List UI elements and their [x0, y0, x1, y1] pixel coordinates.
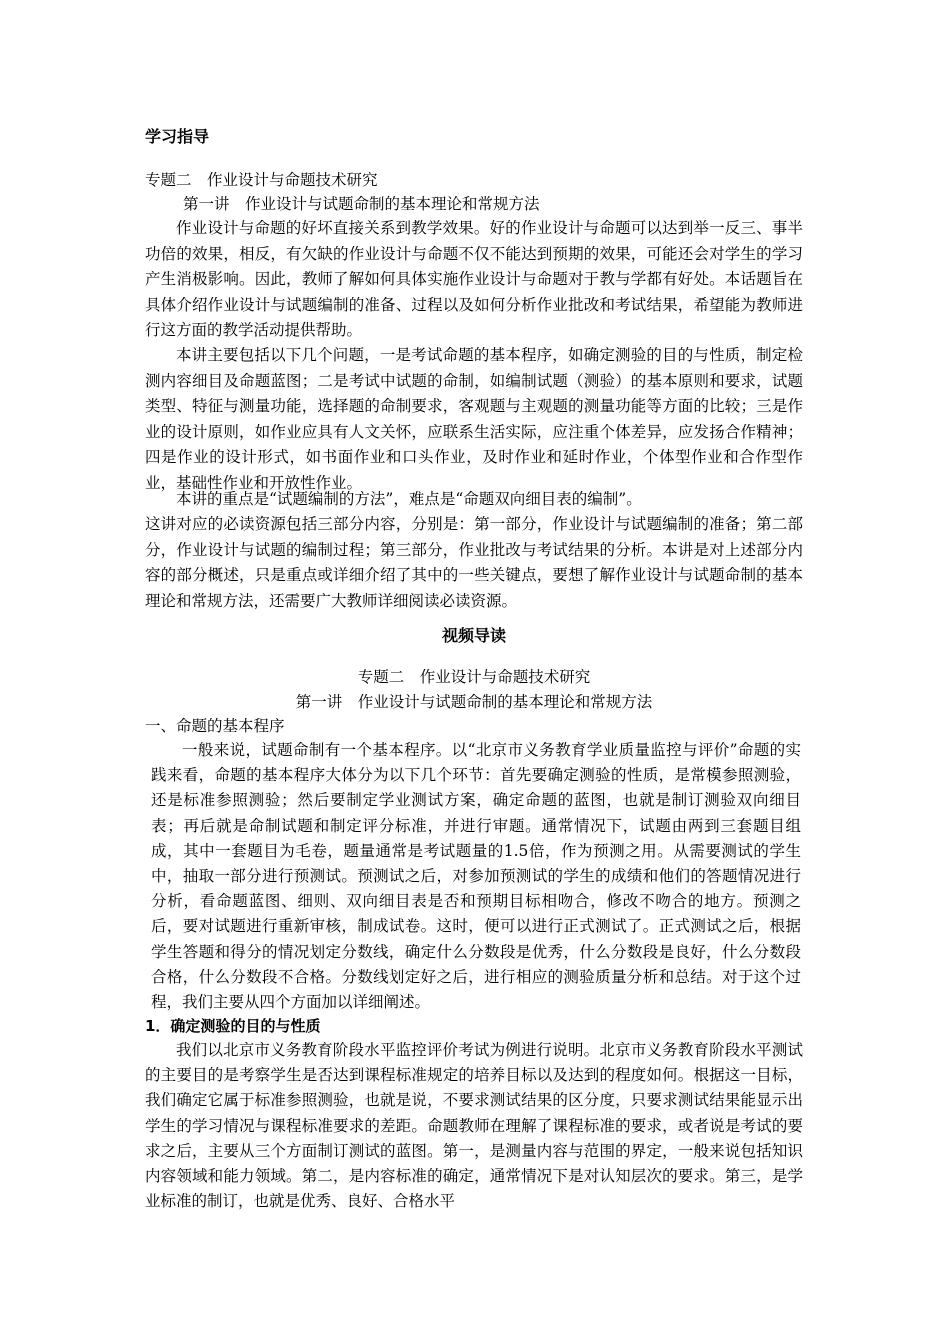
video-guide-lecture: 第一讲 作业设计与试题命制的基本理论和常规方法 — [295, 693, 653, 711]
video-guide-topic: 专题二 作业设计与命题技术研究 — [357, 668, 591, 686]
subsection-heading-purpose: 1．确定测验的目的与性质 — [145, 1017, 321, 1035]
study-guide-topic: 专题二 作业设计与命题技术研究 — [145, 171, 378, 189]
purpose-paragraph: 我们以北京市义务教育阶段水平监控评价考试为例进行说明。北京市义务教育阶段水平测试的主要目的是考察学生是否达到课程标准规定的培养目标以及达到的程度如何。根据这一目标，我们确定它属于标准参照测验，也就是说，不要求测试结果的区分度，只要求测试结果能显示出学生的学习情况与课程标准要求的差距。命题教师在理解了课程标准的要求，或者说是考试的要求之后，主要从三个方面制订测试的蓝图。第一，是测量内容与范围的界定，一般来说包括知识内容领域和能力领域。第二，是内容标准的确定，通常情况下是对认知层次的要求。第三，是学业标准的制订，也就是优秀、良好、合格水平 — [145, 1041, 803, 1211]
study-guide-topics-paragraph: 本讲主要包括以下几个问题，一是考试命题的基本程序，如确定测验的目的与性质，制定检测内容细目及命题蓝图；二是考试中试题的命制，如编制试题（测验）的基本原则和要求，试题类型、特征与测量功能，选择题的命制要求，客观题与主观题的测量功能等方面的比较；三是作业的设计原则，如作业应具有人文关怀，应联系生活实际，应注重个体差异，应发扬合作精神；四是作业的设计形式，如书面作业和口头作业，及时作业和延时作业，个体型作业和合作型作业，基础性作业和开放性作业。 — [145, 346, 803, 492]
study-guide-focus-paragraph: 本讲的重点是“试题编制的方法”，难点是“命题双向细目表的编制”。 — [176, 490, 642, 508]
study-guide-resources-paragraph: 这讲对应的必读资源包括三部分内容，分别是：第一部分，作业设计与试题编制的准备；第二部分，作业设计与试题的编制过程；第三部分，作业批改与考试结果的分析。本讲是对上述部分内容的部分概述，只是重点或详细介绍了其中的一些关键点，要想了解作业设计与试题命制的基本理论和常规方法，还需要广大教师详细阅读必读资源。 — [145, 515, 803, 610]
video-guide-heading: 视频导读 — [441, 626, 506, 645]
basic-procedure-paragraph: 一般来说，试题命制有一个基本程序。以“北京市义务教育学业质量监控与评价”命题的实践来看，命题的基本程序大体分为以下几个环节：首先要确定测验的性质，是常模参照测验，还是标准参照测验；然后要制定学业测试方案，确定命题的蓝图，也就是制订测验双向细目表；再后就是命制试题和制定评分标准，并进行审题。通常情况下，试题由两到三套题目组成，其中一套题目为毛卷，题量通常是考试题量的1.5倍，作为预测之用。从需要测试的学生中，抽取一部分进行预测试。预测试之后，对参加预测试的学生的成绩和他们的答题情况进行分析，看命题蓝图、细则、双向细目表是否和预期目标相吻合，修改不吻合的地方。预测之后，要对试题进行重新审核，制成试卷。这时，便可以进行正式测试了。正式测试之后，根据学生答题和得分的情况划定分数线，确定什么分数段是优秀，什么分数段是良好，什么分数段合格，什么分数段不合格。分数线划定好之后，进行相应的测验质量分析和总结。对于这个过程，我们主要从四个方面加以详细阐述。 — [151, 741, 801, 1012]
study-guide-heading: 学习指导 — [145, 127, 210, 146]
section-heading-basic-procedure: 一、命题的基本程序 — [145, 717, 285, 735]
study-guide-intro-paragraph: 作业设计与命题的好坏直接关系到教学效果。好的作业设计与命题可以达到举一反三、事半功倍的效果，相反，有欠缺的作业设计与命题不仅不能达到预期的效果，可能还会对学生的学习产生消极影响。因此，教师了解如何具体实施作业设计与命题对于教与学都有好处。本话题旨在具体介绍作业设计与试题编制的准备、过程以及如何分析作业批改和考试结果，希望能为教师进行这方面的教学活动提供帮助。 — [145, 219, 803, 339]
study-guide-lecture: 第一讲 作业设计与试题命制的基本理论和常规方法 — [183, 195, 540, 213]
